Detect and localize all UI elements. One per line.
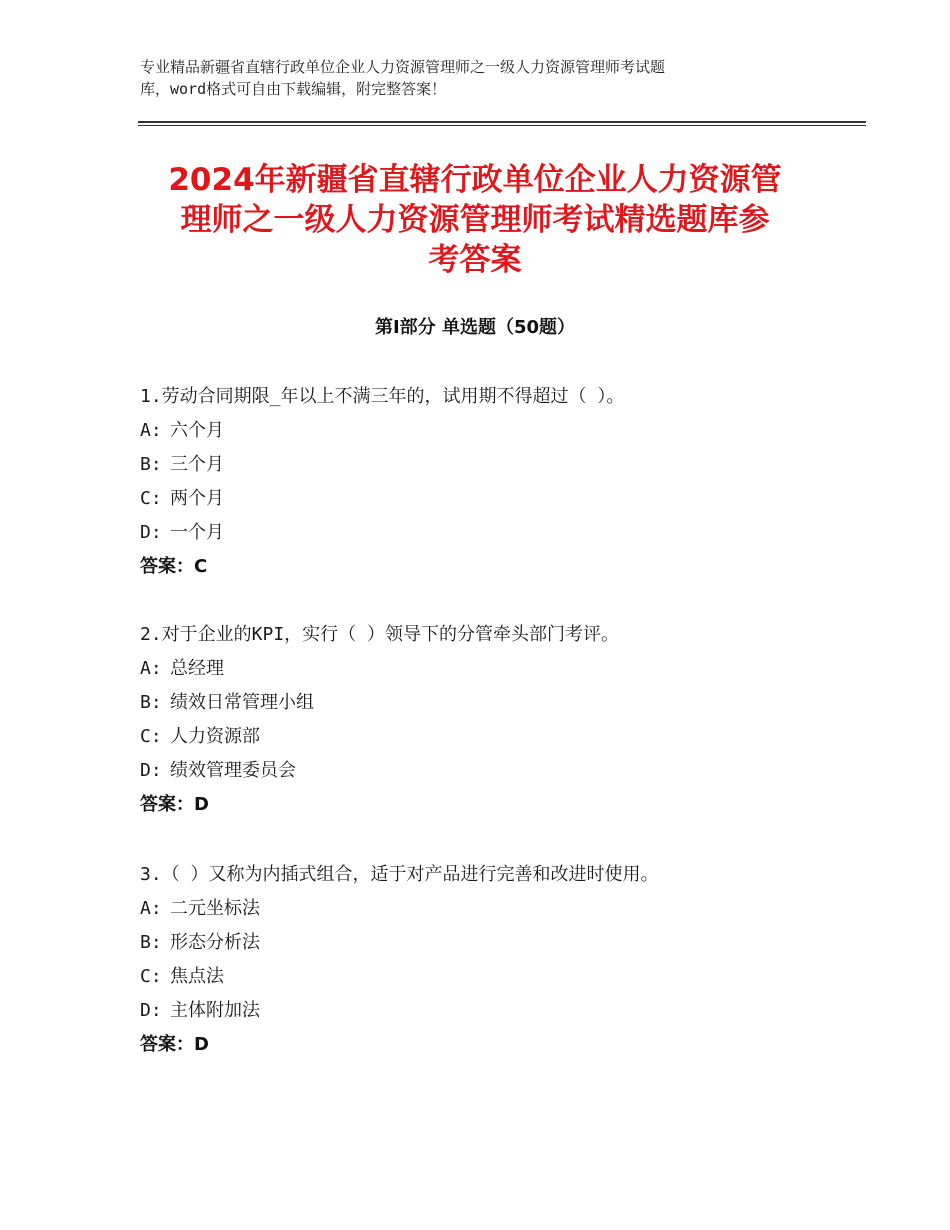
option-b bbox=[140, 448, 840, 482]
option-text: 绩效日常管理小组 bbox=[170, 692, 314, 713]
option-c bbox=[140, 482, 840, 516]
header-divider-thin bbox=[138, 125, 866, 126]
option-key: D: bbox=[140, 1000, 162, 1021]
question-1 bbox=[140, 380, 840, 584]
header-divider-thick bbox=[138, 121, 866, 123]
header-note-line-1: 专业精品新疆省直辖行政单位企业人力资源管理师之一级人力资源管理师考试题 bbox=[140, 58, 666, 76]
option-text: 总经理 bbox=[170, 658, 224, 679]
option-d bbox=[140, 994, 840, 1028]
option-key: B: bbox=[140, 932, 162, 953]
option-key: D: bbox=[140, 760, 162, 781]
option-c bbox=[140, 960, 840, 994]
answer: 答案：D bbox=[140, 1034, 209, 1055]
option-text: 一个月 bbox=[170, 522, 224, 543]
option-key: A: bbox=[140, 420, 162, 441]
option-key: A: bbox=[140, 898, 162, 919]
question-text: 1.劳动合同期限_年以上不满三年的，试用期不得超过（ ）。 bbox=[140, 386, 625, 407]
option-a bbox=[140, 652, 840, 686]
question-3 bbox=[140, 858, 840, 1062]
document-title-line-3: 考答案 bbox=[428, 242, 522, 278]
option-b bbox=[140, 686, 840, 720]
option-key: A: bbox=[140, 658, 162, 679]
option-text: 二元坐标法 bbox=[170, 898, 260, 919]
header-note bbox=[140, 56, 820, 100]
option-key: B: bbox=[140, 692, 162, 713]
option-a bbox=[140, 414, 840, 448]
question-text: 2.对于企业的KPI，实行（ ）领导下的分管牵头部门考评。 bbox=[140, 624, 620, 645]
option-key: C: bbox=[140, 966, 162, 987]
document-title-line-2: 理师之一级人力资源管理师考试精选题库参 bbox=[180, 202, 770, 238]
option-d bbox=[140, 516, 840, 550]
option-key: D: bbox=[140, 522, 162, 543]
document-title bbox=[120, 160, 830, 280]
option-text: 两个月 bbox=[170, 488, 224, 509]
option-text: 六个月 bbox=[170, 420, 224, 441]
question-2 bbox=[140, 618, 840, 822]
header-note-line-2: 库，word格式可自由下载编辑，附完整答案！ bbox=[140, 80, 447, 98]
option-text: 主体附加法 bbox=[170, 1000, 260, 1021]
answer: 答案：D bbox=[140, 794, 209, 815]
option-text: 绩效管理委员会 bbox=[170, 760, 296, 781]
option-key: C: bbox=[140, 488, 162, 509]
option-key: C: bbox=[140, 726, 162, 747]
option-text: 人力资源部 bbox=[170, 726, 260, 747]
answer: 答案：C bbox=[140, 556, 208, 577]
option-text: 形态分析法 bbox=[170, 932, 260, 953]
option-a bbox=[140, 892, 840, 926]
option-d bbox=[140, 754, 840, 788]
option-c bbox=[140, 720, 840, 754]
option-text: 焦点法 bbox=[170, 966, 224, 987]
section-title: 第Ⅰ部分 单选题（50题） bbox=[374, 317, 575, 338]
option-key: B: bbox=[140, 454, 162, 475]
question-text: 3.（ ）又称为内插式组合，适于对产品进行完善和改进时使用。 bbox=[140, 864, 659, 885]
document-title-line-1: 2024年新疆省直辖行政单位企业人力资源管 bbox=[168, 162, 782, 198]
option-text: 三个月 bbox=[170, 454, 224, 475]
option-b bbox=[140, 926, 840, 960]
